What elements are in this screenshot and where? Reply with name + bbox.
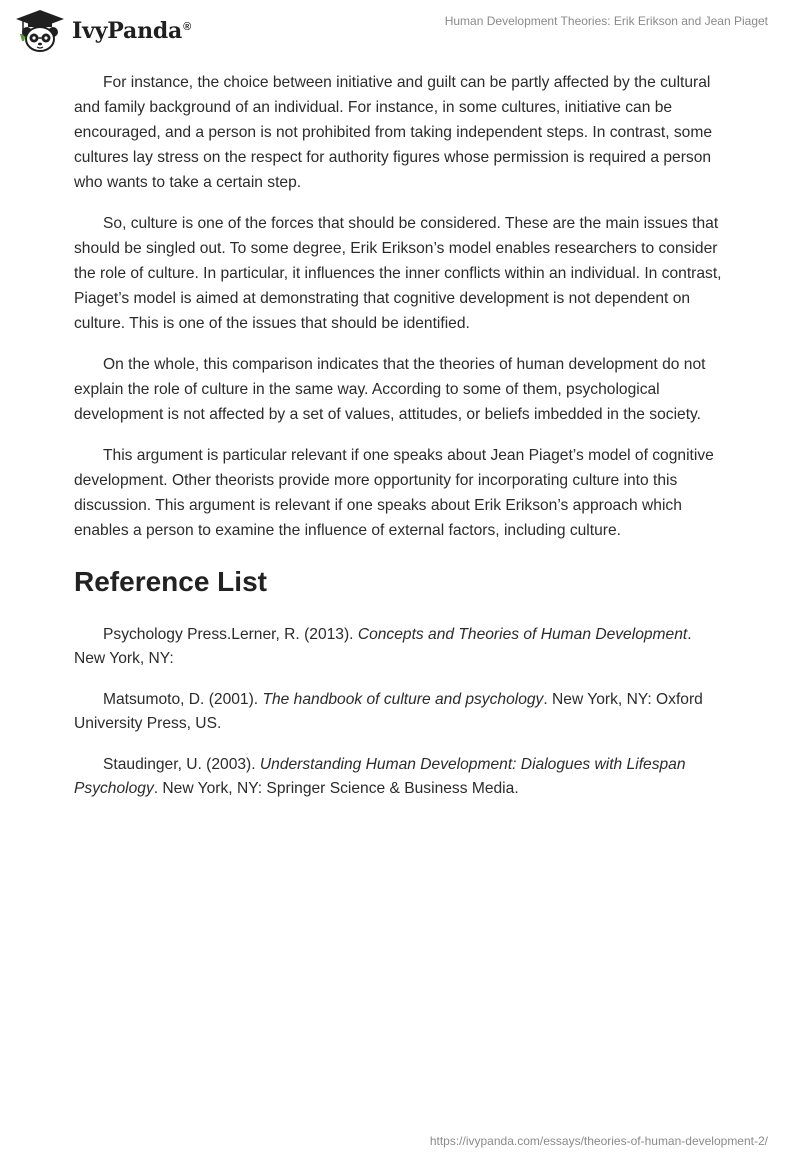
reference-entry — [74, 753, 726, 801]
body-paragraph: For instance, the choice between initiative and guilt can be partly affected by the cultural and family background of an individual. For instance, in some cultures, initiative can be encouraged, and a person is not prohibited from taking independent steps. In contrast, some cultures lay stress on the respect for authority figures whose permission is required a person who wants to take a certain step. — [74, 74, 713, 191]
reference-publisher: . New York, NY: Oxford University Press, US. — [74, 691, 703, 732]
panda-graduate-icon — [14, 8, 66, 54]
reference-authors: Staudinger, U. (2003). — [103, 756, 260, 773]
body-paragraph: So, culture is one of the forces that should be considered. These are the main issues that should be singled out. To some degree, Erik Erikson’s model enables researchers to consider the role of culture. In particular, it influences the inner conflicts within an individual. In contrast, Piaget’s model is aimed at demonstrating that cognitive development is not dependent on culture. This is one of the issues that should be identified. — [74, 215, 722, 332]
reference-authors: Psychology Press.Lerner, R. (2013). — [103, 626, 358, 643]
reference-authors: Matsumoto, D. (2001). — [103, 691, 263, 708]
brand-name: IvyPanda® — [72, 18, 192, 44]
page-header — [0, 0, 800, 62]
registered-mark: ® — [183, 20, 192, 33]
document-title: Human Development Theories: Erik Erikson and Jean Piaget — [444, 14, 768, 28]
ivypanda-logo[interactable] — [14, 8, 191, 54]
reference-title: Understanding Human Development: Dialogues with Lifespan Psychology — [74, 756, 686, 797]
reference-publisher: . New York, NY: — [74, 626, 692, 667]
source-url-link[interactable]: https://ivypanda.com/essays/theories-of-human-development-2/ — [429, 1134, 768, 1148]
reference-publisher: . New York, NY: Springer Science & Business Media. — [153, 780, 519, 797]
reference-title: The handbook of culture and psychology — [262, 691, 544, 708]
reference-entry — [74, 688, 726, 736]
body-paragraph: This argument is particular relevant if one speaks about Jean Piaget’s model of cognitive development. Other theorists provide more opportunity for incorporating culture into this discussion. This argument is relevant if one speaks about Erik Erikson’s approach which enables a person to examine the influence of external factors, including culture. — [74, 447, 714, 539]
reference-entry — [74, 623, 726, 671]
essay-content — [74, 70, 726, 818]
reference-title: Concepts and Theories of Human Development — [357, 626, 688, 643]
reference-list-heading: Reference List — [74, 566, 267, 597]
body-paragraph: On the whole, this comparison indicates that the theories of human development do not explain the role of culture in the same way. According to some of them, psychological development is not affected by a set of values, attitudes, or beliefs imbedded in the society. — [74, 356, 706, 423]
